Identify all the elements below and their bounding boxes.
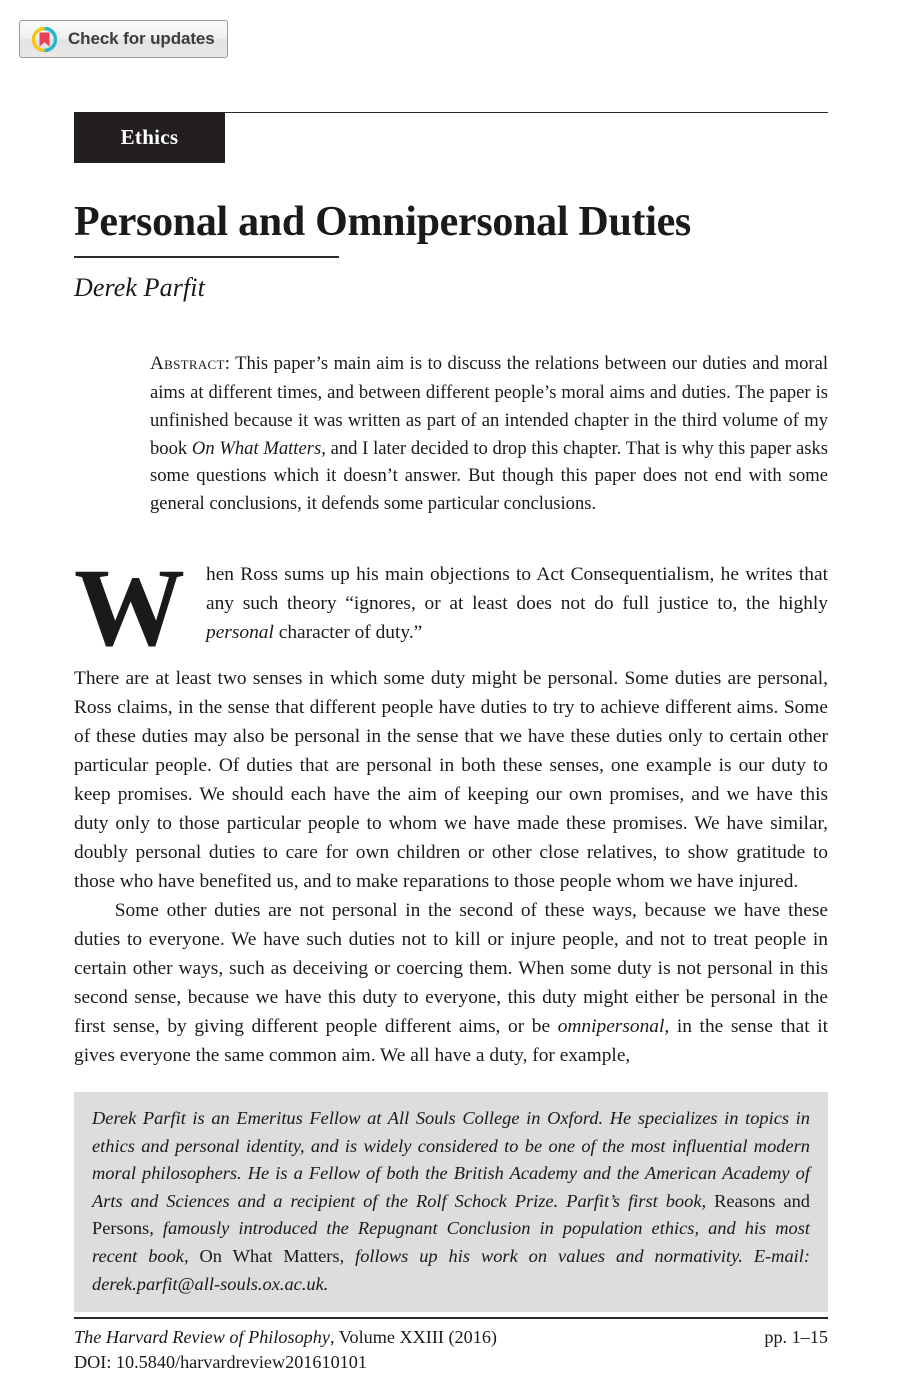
- body-paragraph-2-part-2: , in the sense that it gives everyone the same common aim. We all have a duty, for example,: [74, 1015, 828, 1066]
- footer-citation-line: [74, 1325, 828, 1349]
- body-paragraph-1: There are at least two senses in which some duty might be personal. Some duties are personal, Ross claims, in the sense that different people have duties to try to achieve different aims. Some of these duties may also be personal in the sense that we have these duties only to certain other particular people. Of duties that are personal in both these senses, one example is our duty to keep promises. We should each have the aim of keeping our own promises, and we have this duty only to those particular people to whom we have made these promises. We have similar, doubly personal duties to care for own children or other close relatives, to show gratitude to those who have benefited us, and to make reparations to those people whom we have injured.: [74, 667, 828, 892]
- section-tag: Ethics: [74, 112, 225, 163]
- crossmark-logo-icon: [32, 27, 57, 52]
- body-paragraph-2: [74, 896, 828, 1070]
- lead-text-part-2: character of duty.”: [273, 621, 423, 643]
- article-body: [74, 546, 828, 1070]
- bio-book-on-what-matters: On What Matters: [199, 1246, 340, 1267]
- header-rule: [225, 112, 828, 113]
- opening-paragraph: [74, 546, 828, 670]
- author-bio-box: [74, 1092, 828, 1312]
- page-range: pp. 1–15: [764, 1327, 828, 1348]
- page-title: Personal and Omnipersonal Duties: [74, 199, 691, 245]
- article-page: [74, 0, 828, 1375]
- lead-text-part-1: hen Ross sums up his main objections to Act Consequentialism, he writes that any such theory “ignores, or at least does not do full justice to, the highly: [206, 563, 828, 614]
- footer-rule: [74, 1317, 828, 1319]
- drop-cap: W: [74, 546, 185, 670]
- bio-text-part-2: , famously introduced the Repugnant Conclusion in population ethics, and his most recent book,: [92, 1218, 810, 1267]
- abstract-text-part-2: , and I later decided to drop this chapter. That is why this paper asks some questions which it doesn’t answer. But though this paper does not end with some general conclusions, it defends some particular conclusions.: [150, 437, 828, 515]
- abstract: [150, 350, 828, 518]
- abstract-colon: :: [224, 353, 230, 375]
- body-emphasis-omnipersonal: omnipersonal: [557, 1015, 665, 1037]
- doi-line: DOI: 10.5840/harvardreview201610101: [74, 1352, 367, 1373]
- abstract-book-title: On What Matters: [191, 437, 322, 459]
- journal-volume: , Volume XXIII (2016): [329, 1327, 497, 1348]
- lead-emphasis-personal: personal: [206, 621, 274, 643]
- bio-text-part-3: , follows up his work on values and normativity. E-mail: derek.parfit@all-souls.ox.ac.uk.: [92, 1246, 810, 1294]
- journal-name: The Harvard Review of Philosophy: [74, 1327, 330, 1348]
- opening-lead-text: [206, 560, 828, 647]
- title-underline-rule: [74, 256, 339, 258]
- section-tag-row: [74, 112, 828, 163]
- check-for-updates-label: Check for updates: [68, 29, 215, 48]
- bio-book-reasons-and-persons: Reasons and Persons: [92, 1190, 811, 1239]
- abstract-text-part-1: This paper’s main aim is to discuss the relations between our duties and moral aims at different times, and between different people’s moral aims and duties. The paper is unfinished because it was written as part of an intended chapter in the third volume of my book: [150, 353, 828, 459]
- footer-journal-citation: [74, 1325, 497, 1349]
- bio-text-part-1: Derek Parfit is an Emeritus Fellow at All Souls College in Oxford. He specializes in topics in ethics and personal identity, and is widely considered to be one of the most influential modern moral philosophers. He is a Fellow of both the British Academy and the American Academy of Arts and Sciences and a recipient of the Rolf Schock Prize. Parfit’s first book,: [92, 1107, 810, 1211]
- body-paragraph-2-part-1: Some other duties are not personal in the second of these ways, because we have these duties to everyone. We have such duties not to kill or injure people, and not to treat people in certain other ways, such as deceiving or coercing them. When some duty is not personal in this second sense, because we have this duty to everyone, this duty might either be personal in the first sense, by giving different people different aims, or be: [74, 899, 828, 1037]
- abstract-label: Abstract: [150, 353, 225, 375]
- author-name: Derek Parfit: [74, 273, 205, 303]
